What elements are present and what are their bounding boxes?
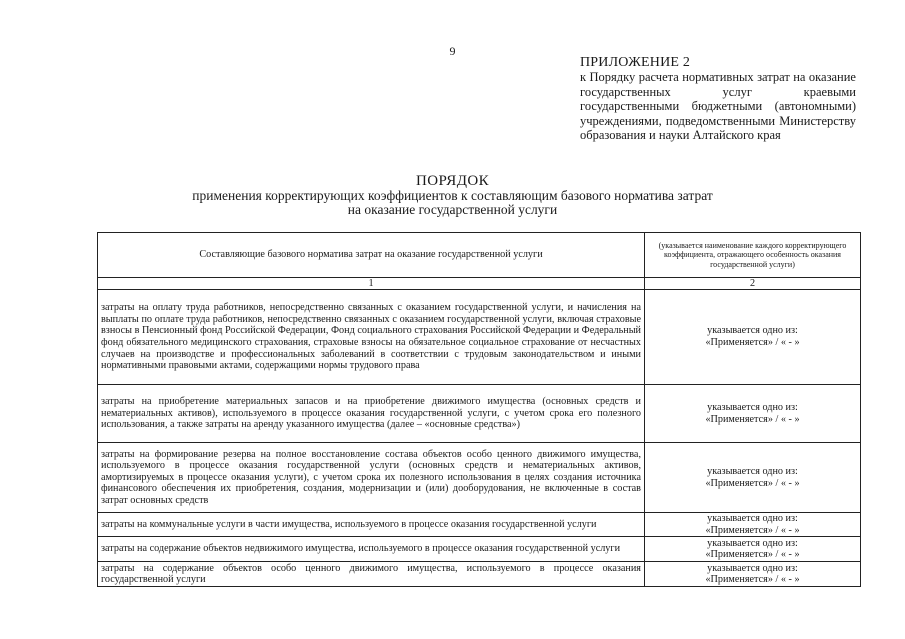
row-value [645,290,861,385]
row-component: затраты на формирование резерва на полное восстановление состава объектов особо ценного движимого имущества, используемого в процессе оказания государственной услуги (основных средств и нематериальных активов, амортизируемых в процессе оказания услуги), с учетом срока их полезного использования в целях создания источника финансового обеспечения их приобретения, создания, модернизации и (или) дооборудования, не включенные в состав затрат основных средств [98,443,645,513]
row-value [645,562,861,587]
row-value-line1: указывается одно из: [707,325,798,337]
row-component: затраты на содержание объектов особо ценного движимого имущества, используемого в процессе оказания государственной услуги [98,562,645,587]
row-value-line2: «Применяется» / « - » [705,524,800,536]
table-row [98,537,861,562]
row-value-line2: «Применяется» / « - » [705,413,800,425]
row-value-line1: указывается одно из: [707,562,798,574]
coefficients-table [97,232,861,587]
table-row [98,385,861,443]
row-component: затраты на оплату труда работников, непосредственно связанных с оказанием государственной услуги, и начисления на выплаты по оплате труда работников, непосредственно связанных с оказанием государственной услуги, включая страховые взносы в Пенсионный фонд Российской Федерации, Фонд социального страхования Российской Федерации и Федеральный фонд обязательного медицинского страхования, страховые взносы на обязательное социальное страхование от несчастных случаев на производстве и профессиональных заболеваний в соответствии с трудовым законодательством и иными нормативными правовыми актами, содержащими нормы трудового права [98,290,645,385]
row-value [645,385,861,443]
row-value [645,537,861,562]
table-row [98,443,861,513]
table-header-row [98,233,861,278]
row-value-line1: указывается одно из: [707,401,798,413]
row-value-line1: указывается одно из: [707,537,798,549]
appendix-body: к Порядку расчета нормативных затрат на оказание государственных услуг краевыми государственными бюджетными (автономными) учреждениями, подведомственными Министерству образования и науки Алтайского края [580,70,856,143]
row-component: затраты на содержание объектов недвижимого имущества, используемого в процессе оказания государственной услуги [98,537,645,562]
header-col2: (указывается наименование каждого корректирующего коэффициента, отражающего особенность оказания государственной услуги) [645,233,861,278]
table-row [98,513,861,537]
page-number: 9 [449,44,456,58]
row-value-line1: указывается одно из: [707,513,798,524]
row-value-line2: «Применяется» / « - » [705,337,800,348]
appendix-title: ПРИЛОЖЕНИЕ 2 [580,55,691,70]
document-heading [0,173,905,216]
row-value [645,513,861,537]
document-subtitle-line1: применения корректирующих коэффициентов к составляющим базового норматива затрат [192,188,713,203]
appendix-block [580,55,856,143]
row-component: затраты на приобретение материальных запасов и на приобретение движимого имущества (основных средств и нематериальных активов), используемого в процессе оказания государственной услуги, с учетом срока его полезного использования, а также затраты на аренду указанного имущества (далее – «основные средства») [98,385,645,443]
row-value [645,443,861,513]
row-value-line1: указывается одно из: [707,465,798,477]
document-subtitle-line2: на оказание государственной услуги [347,202,558,217]
column-number-1: 1 [98,278,645,290]
header-col1: Составляющие базового норматива затрат на оказание государственной услуги [98,233,645,278]
row-value-line2: «Применяется» / « - » [705,477,800,489]
row-component: затраты на коммунальные услуги в части имущества, используемого в процессе оказания государственной услуги [98,513,645,537]
document-title: ПОРЯДОК [416,173,489,189]
row-value-line2: «Применяется» / « - » [705,574,800,586]
row-value-line2: «Применяется» / « - » [705,549,800,561]
table-row [98,290,861,385]
table-row [98,562,861,587]
table-number-row [98,278,861,290]
column-number-2: 2 [645,278,861,290]
